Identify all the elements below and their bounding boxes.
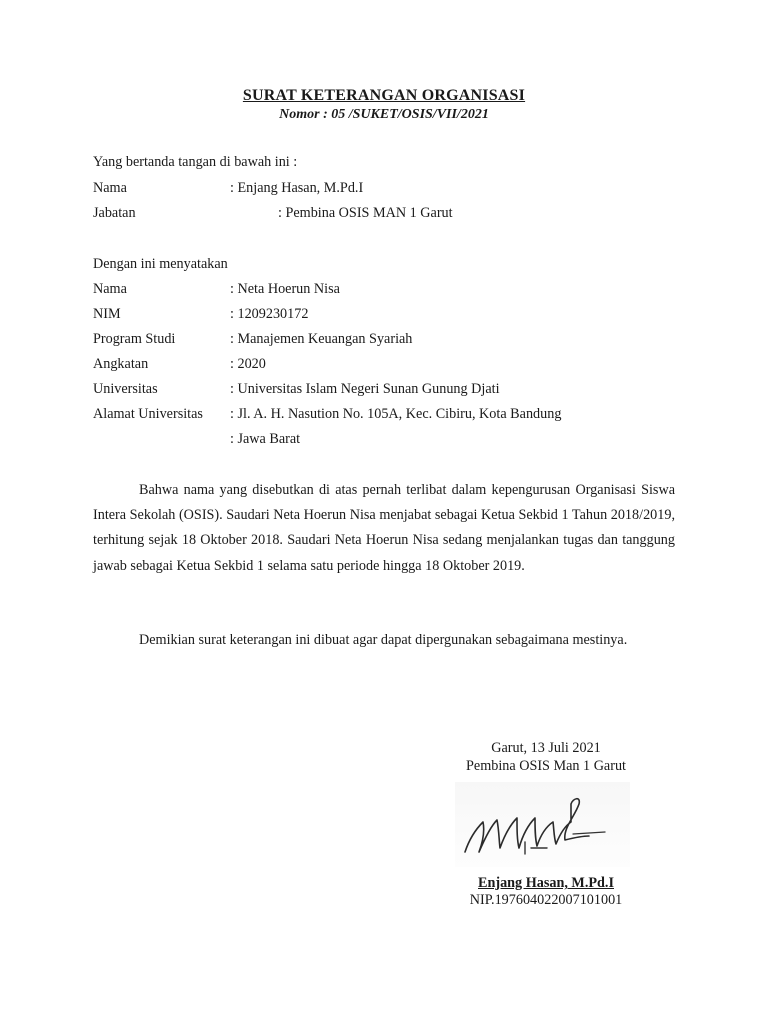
place-date: Garut, 13 Juli 2021 (491, 740, 601, 756)
closing-text: Demikian surat keterangan ini dibuat agar dapat dipergunakan sebagaimana mestinya. (139, 632, 628, 648)
subject-program-label: Program Studi (93, 331, 176, 347)
body-paragraph-text: Bahwa nama yang disebutkan di atas pernah terlibat dalam kepengurusan Organisasi Siswa Intera Sekolah (OSIS). Saudari Neta Hoerun Nisa menjabat sebagai Ketua Sekbid 1 Tahun 2018/2019, terhitung sejak 18 Oktober 2018. Saudari Neta Hoerun Nisa sedang menjalankan tugas dan tanggung jawab sebagai Ketua Sekbid 1 selama satu periode hingga 18 Oktober 2019. (93, 482, 675, 574)
subject-nim-label: NIM (93, 306, 121, 322)
signature-scribble (455, 782, 630, 867)
subject-address-label: Alamat Universitas (93, 406, 203, 422)
subject-university-label: Universitas (93, 381, 158, 397)
signatory-nip: NIP.197604022007101001 (469, 892, 623, 908)
subject-address-value-2: : Jawa Barat (230, 431, 301, 447)
letter-title: SURAT KETERANGAN ORGANISASI (242, 87, 526, 104)
signer-position-value: : Pembina OSIS MAN 1 Garut (278, 205, 453, 221)
subject-year-label: Angkatan (93, 356, 149, 372)
subject-nim-value: : 1209230172 (230, 306, 309, 322)
signer-name-value: : Enjang Hasan, M.Pd.I (230, 180, 364, 196)
signatory-name: Enjang Hasan, M.Pd.I (478, 875, 614, 891)
intro-text: Yang bertanda tangan di bawah ini : (93, 154, 298, 170)
subject-program-value: : Manajemen Keuangan Syariah (230, 331, 413, 347)
subject-year-value: : 2020 (230, 356, 266, 372)
subject-university-value: : Universitas Islam Negeri Sunan Gunung Djati (230, 381, 500, 397)
signer-name-label: Nama (93, 180, 127, 196)
signer-role: Pembina OSIS Man 1 Garut (466, 758, 626, 774)
subject-address-value-1: : Jl. A. H. Nasution No. 105A, Kec. Cibiru, Kota Bandung (230, 406, 562, 422)
subject-name-label: Nama (93, 281, 127, 297)
letter-number: Nomor : 05 /SUKET/OSIS/VII/2021 (279, 107, 489, 122)
subject-name-value: : Neta Hoerun Nisa (230, 281, 340, 297)
statement-intro: Dengan ini menyatakan (93, 256, 228, 272)
body-paragraph (93, 478, 675, 579)
handwritten-signature (455, 782, 630, 867)
signer-position-label: Jabatan (93, 205, 136, 221)
